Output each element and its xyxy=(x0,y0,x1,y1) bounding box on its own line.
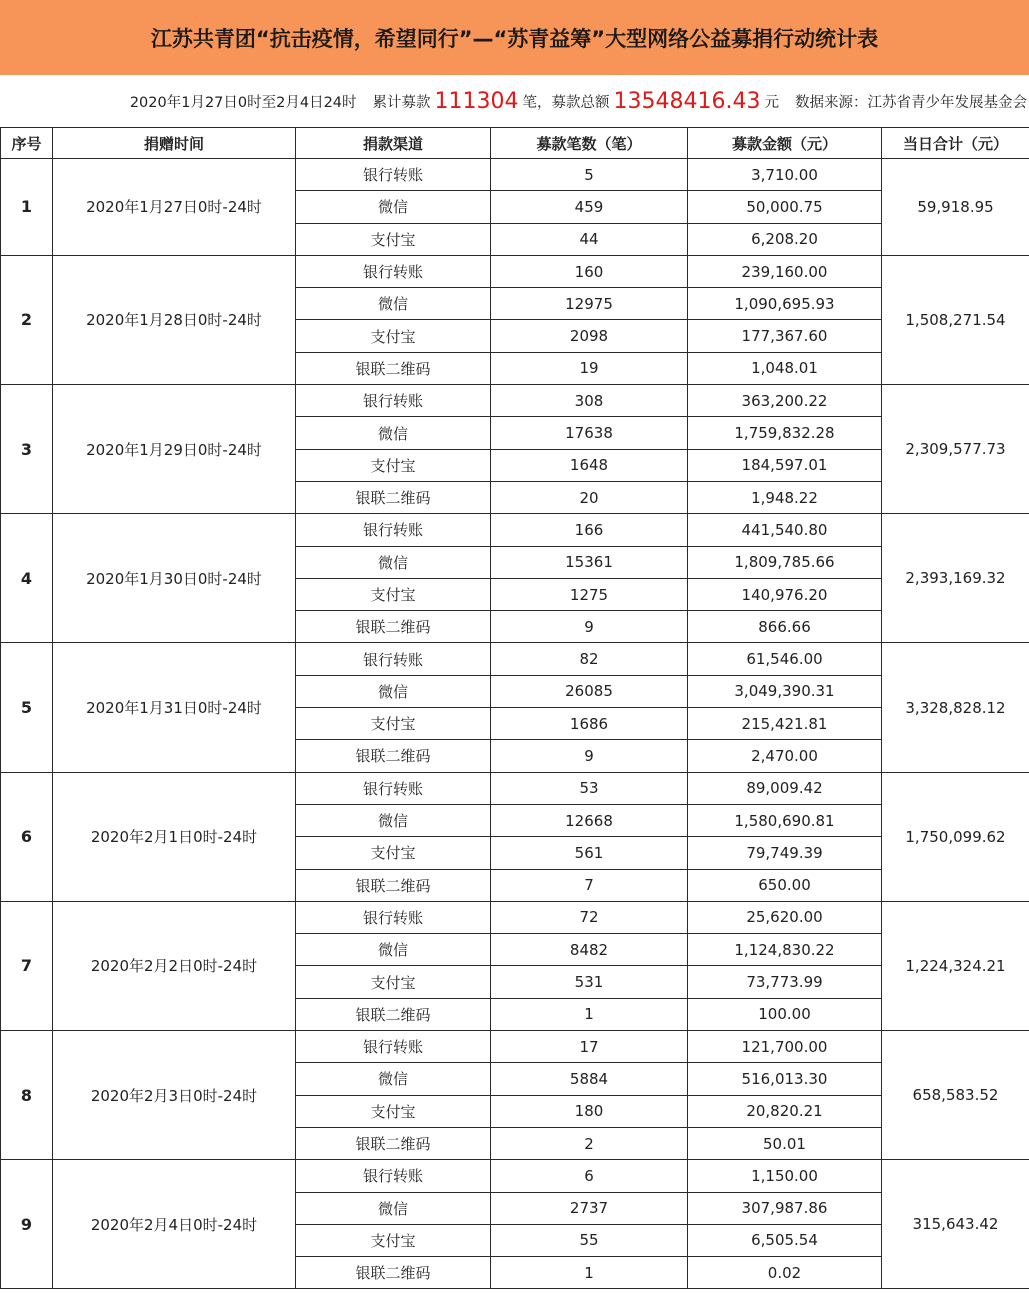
table-row xyxy=(1,159,1029,191)
summary-line xyxy=(0,75,1029,127)
row-count: 20 xyxy=(491,481,688,513)
table-row xyxy=(1,643,1029,675)
row-daily-total: 2,393,169.32 xyxy=(882,514,1029,643)
row-seq: 4 xyxy=(1,514,53,643)
row-amount: 25,620.00 xyxy=(688,901,882,933)
row-amount: 1,759,832.28 xyxy=(688,417,882,449)
row-daily-total: 2,309,577.73 xyxy=(882,385,1029,514)
table-header-row xyxy=(1,128,1029,159)
row-amount: 2,470.00 xyxy=(688,740,882,772)
table-row xyxy=(1,514,1029,546)
row-daily-total: 3,328,828.12 xyxy=(882,643,1029,772)
row-channel: 银联二维码 xyxy=(296,352,491,384)
row-channel: 银联二维码 xyxy=(296,998,491,1030)
row-amount: 1,809,785.66 xyxy=(688,546,882,578)
summary-total-unit: 元 xyxy=(764,94,779,111)
summary-count-unit: 笔，募款总额 xyxy=(522,94,610,111)
row-amount: 3,710.00 xyxy=(688,159,882,191)
row-channel: 微信 xyxy=(296,1192,491,1224)
row-count: 9 xyxy=(491,611,688,643)
row-amount: 650.00 xyxy=(688,869,882,901)
row-channel: 银联二维码 xyxy=(296,740,491,772)
row-count: 15361 xyxy=(491,546,688,578)
row-channel: 银行转账 xyxy=(296,159,491,191)
row-channel: 银联二维码 xyxy=(296,1127,491,1159)
row-channel: 支付宝 xyxy=(296,966,491,998)
row-seq: 5 xyxy=(1,643,53,772)
row-channel: 支付宝 xyxy=(296,837,491,869)
row-channel: 银行转账 xyxy=(296,643,491,675)
row-count: 44 xyxy=(491,223,688,255)
row-channel: 支付宝 xyxy=(296,320,491,352)
title-bar xyxy=(0,0,1029,75)
row-seq: 2 xyxy=(1,255,53,384)
row-daily-total: 658,583.52 xyxy=(882,1031,1029,1160)
row-amount: 184,597.01 xyxy=(688,449,882,481)
row-daily-total: 315,643.42 xyxy=(882,1160,1029,1289)
row-amount: 0.02 xyxy=(688,1257,882,1289)
row-channel: 支付宝 xyxy=(296,578,491,610)
row-count: 12975 xyxy=(491,288,688,320)
row-count: 72 xyxy=(491,901,688,933)
row-channel: 银联二维码 xyxy=(296,481,491,513)
row-count: 8482 xyxy=(491,934,688,966)
row-amount: 121,700.00 xyxy=(688,1031,882,1063)
row-amount: 1,948.22 xyxy=(688,481,882,513)
header-count: 募款笔数（笔） xyxy=(491,128,688,159)
table-row xyxy=(1,772,1029,804)
row-time: 2020年2月2日0时-24时 xyxy=(53,901,296,1030)
row-daily-total: 59,918.95 xyxy=(882,159,1029,256)
row-amount: 100.00 xyxy=(688,998,882,1030)
row-count: 2098 xyxy=(491,320,688,352)
row-amount: 441,540.80 xyxy=(688,514,882,546)
table-row xyxy=(1,255,1029,287)
row-count: 55 xyxy=(491,1224,688,1256)
row-time: 2020年1月27日0时-24时 xyxy=(53,159,296,256)
row-amount: 1,090,695.93 xyxy=(688,288,882,320)
page-title: 江苏共青团“抗击疫情，希望同行”—“苏青益筹”大型网络公益募捐行动统计表 xyxy=(150,26,879,51)
row-seq: 7 xyxy=(1,901,53,1030)
row-seq: 9 xyxy=(1,1160,53,1289)
row-channel: 银行转账 xyxy=(296,255,491,287)
row-amount: 50,000.75 xyxy=(688,191,882,223)
row-time: 2020年1月29日0时-24时 xyxy=(53,385,296,514)
row-amount: 73,773.99 xyxy=(688,966,882,998)
row-amount: 516,013.30 xyxy=(688,1063,882,1095)
row-amount: 177,367.60 xyxy=(688,320,882,352)
row-amount: 6,505.54 xyxy=(688,1224,882,1256)
row-time: 2020年2月1日0时-24时 xyxy=(53,772,296,901)
row-count: 53 xyxy=(491,772,688,804)
row-channel: 支付宝 xyxy=(296,1095,491,1127)
row-count: 1 xyxy=(491,998,688,1030)
row-amount: 20,820.21 xyxy=(688,1095,882,1127)
row-channel: 支付宝 xyxy=(296,1224,491,1256)
row-channel: 银联二维码 xyxy=(296,1257,491,1289)
row-amount: 1,124,830.22 xyxy=(688,934,882,966)
row-amount: 215,421.81 xyxy=(688,708,882,740)
row-amount: 61,546.00 xyxy=(688,643,882,675)
header-amount: 募款金额（元） xyxy=(688,128,882,159)
row-count: 1275 xyxy=(491,578,688,610)
summary-source: 数据来源：江苏省青少年发展基金会 xyxy=(795,94,1027,111)
header-seq: 序号 xyxy=(1,128,53,159)
row-channel: 微信 xyxy=(296,417,491,449)
table-row xyxy=(1,1031,1029,1063)
row-count: 17638 xyxy=(491,417,688,449)
row-channel: 微信 xyxy=(296,546,491,578)
table-row xyxy=(1,901,1029,933)
row-amount: 6,208.20 xyxy=(688,223,882,255)
row-amount: 79,749.39 xyxy=(688,837,882,869)
row-channel: 微信 xyxy=(296,191,491,223)
row-time: 2020年2月3日0时-24时 xyxy=(53,1031,296,1160)
row-amount: 1,150.00 xyxy=(688,1160,882,1192)
row-count: 19 xyxy=(491,352,688,384)
row-time: 2020年2月4日0时-24时 xyxy=(53,1160,296,1289)
row-channel: 微信 xyxy=(296,934,491,966)
row-channel: 微信 xyxy=(296,288,491,320)
row-channel: 微信 xyxy=(296,804,491,836)
summary-count-value: 111304 xyxy=(434,88,519,114)
row-channel: 银联二维码 xyxy=(296,869,491,901)
row-daily-total: 1,508,271.54 xyxy=(882,255,1029,384)
row-channel: 支付宝 xyxy=(296,223,491,255)
row-daily-total: 1,750,099.62 xyxy=(882,772,1029,901)
row-channel: 微信 xyxy=(296,675,491,707)
row-amount: 239,160.00 xyxy=(688,255,882,287)
row-amount: 363,200.22 xyxy=(688,385,882,417)
row-count: 5884 xyxy=(491,1063,688,1095)
row-time: 2020年1月30日0时-24时 xyxy=(53,514,296,643)
row-channel: 微信 xyxy=(296,1063,491,1095)
row-channel: 银行转账 xyxy=(296,901,491,933)
header-channel: 捐款渠道 xyxy=(296,128,491,159)
row-channel: 支付宝 xyxy=(296,708,491,740)
table-body xyxy=(1,159,1029,1289)
row-amount: 1,048.01 xyxy=(688,352,882,384)
row-amount: 3,049,390.31 xyxy=(688,675,882,707)
row-amount: 50.01 xyxy=(688,1127,882,1159)
row-amount: 89,009.42 xyxy=(688,772,882,804)
row-count: 5 xyxy=(491,159,688,191)
row-count: 160 xyxy=(491,255,688,287)
row-count: 561 xyxy=(491,837,688,869)
row-daily-total: 1,224,324.21 xyxy=(882,901,1029,1030)
row-count: 1 xyxy=(491,1257,688,1289)
row-amount: 1,580,690.81 xyxy=(688,804,882,836)
row-count: 308 xyxy=(491,385,688,417)
row-count: 2 xyxy=(491,1127,688,1159)
row-amount: 140,976.20 xyxy=(688,578,882,610)
row-time: 2020年1月31日0时-24时 xyxy=(53,643,296,772)
row-count: 17 xyxy=(491,1031,688,1063)
row-channel: 支付宝 xyxy=(296,449,491,481)
donation-stats-table xyxy=(0,127,1029,1289)
row-channel: 银联二维码 xyxy=(296,611,491,643)
row-amount: 866.66 xyxy=(688,611,882,643)
row-count: 26085 xyxy=(491,675,688,707)
row-count: 9 xyxy=(491,740,688,772)
row-count: 531 xyxy=(491,966,688,998)
row-channel: 银行转账 xyxy=(296,1031,491,1063)
row-count: 2737 xyxy=(491,1192,688,1224)
row-count: 166 xyxy=(491,514,688,546)
header-daily-total: 当日合计（元） xyxy=(882,128,1029,159)
summary-total-value: 13548416.43 xyxy=(613,88,761,114)
header-time: 捐赠时间 xyxy=(53,128,296,159)
row-seq: 3 xyxy=(1,385,53,514)
summary-period: 2020年1月27日0时至2月4日24时 xyxy=(129,94,357,111)
table-row xyxy=(1,1160,1029,1192)
row-count: 1648 xyxy=(491,449,688,481)
row-time: 2020年1月28日0时-24时 xyxy=(53,255,296,384)
row-channel: 银行转账 xyxy=(296,514,491,546)
row-count: 1686 xyxy=(491,708,688,740)
row-channel: 银行转账 xyxy=(296,385,491,417)
table-row xyxy=(1,385,1029,417)
row-count: 82 xyxy=(491,643,688,675)
row-count: 12668 xyxy=(491,804,688,836)
row-count: 6 xyxy=(491,1160,688,1192)
row-amount: 307,987.86 xyxy=(688,1192,882,1224)
row-channel: 银行转账 xyxy=(296,772,491,804)
row-count: 7 xyxy=(491,869,688,901)
row-count: 180 xyxy=(491,1095,688,1127)
row-count: 459 xyxy=(491,191,688,223)
row-seq: 1 xyxy=(1,159,53,256)
row-channel: 银行转账 xyxy=(296,1160,491,1192)
row-seq: 8 xyxy=(1,1031,53,1160)
summary-count-label: 累计募款 xyxy=(372,94,431,111)
row-seq: 6 xyxy=(1,772,53,901)
